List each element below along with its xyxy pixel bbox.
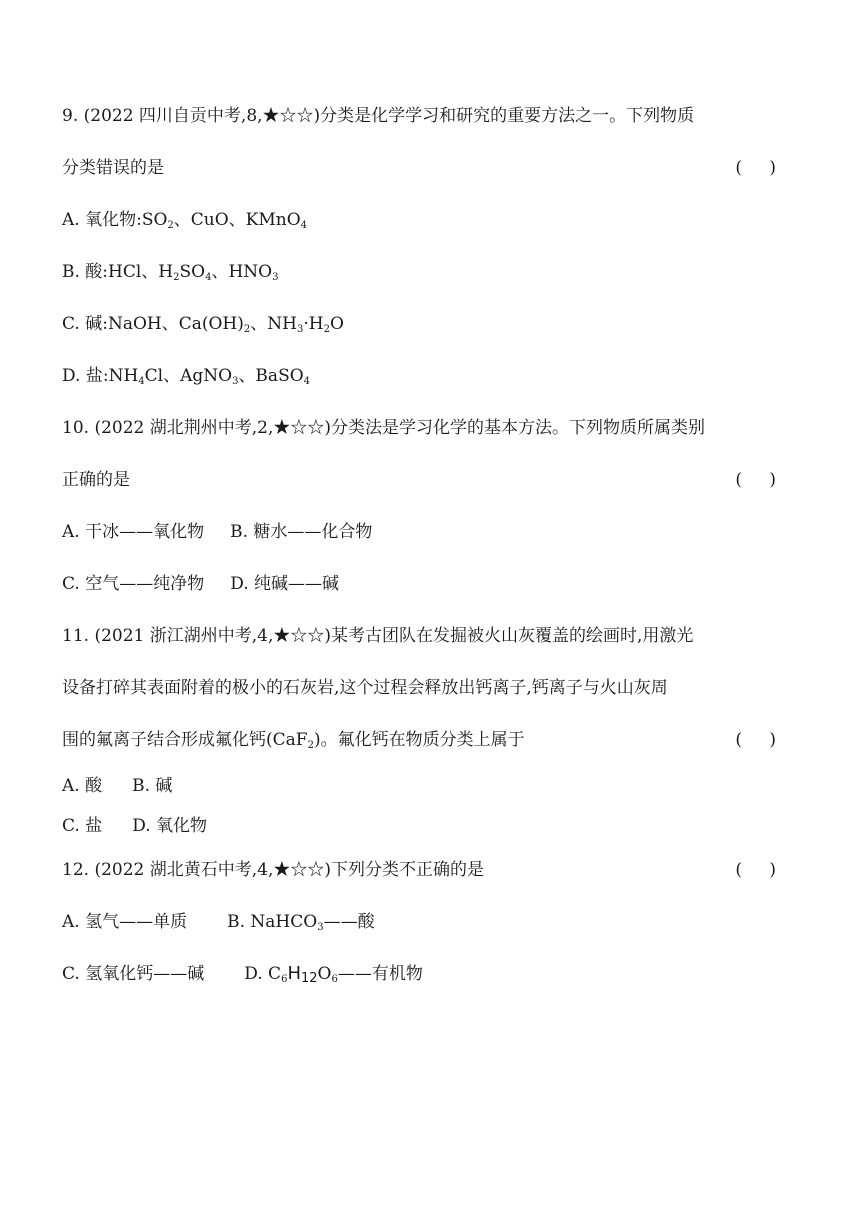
- q11-option-d: D. 氧化物: [132, 816, 208, 836]
- q10-stem-line1: 10. (2022 湖北荆州中考,2,★☆☆)分类法是学习化学的基本方法。下列物质所属类别: [62, 418, 705, 438]
- q9-option-c: C. 碱:NaOH、$Ca(OH)_2$、$NH_3\cdot H_2O$: [62, 314, 344, 335]
- q9-option-b: B. 酸:HCl、$H_2SO_4$、$HNO_3$: [62, 262, 279, 283]
- q10-option-b: B. 糖水——化合物: [230, 522, 373, 542]
- q10-options-ab: [62, 520, 802, 544]
- q11-stem-line2: 设备打碎其表面附着的极小的石灰岩,这个过程会释放出钙离子,钙离子与火山灰周: [62, 678, 668, 698]
- q9-stem-line2: 分类错误的是: [62, 158, 164, 178]
- q12-option-b: B. NaHCO$_3$——酸: [227, 912, 375, 933]
- q10-option-c: C. 空气——纯净物: [62, 574, 205, 594]
- q12-stem-line1: 12. (2022 湖北黄石中考,4,★☆☆)下列分类不正确的是: [62, 860, 484, 880]
- q11-options-cd: [62, 814, 802, 838]
- q11-options-ab: [62, 774, 802, 798]
- q11-option-b: B. 碱: [132, 776, 173, 796]
- q11-option-c: C. 盐: [62, 816, 103, 836]
- q11-stem-line1: 11. (2021 浙江湖州中考,4,★☆☆)某考古团队在发掘被火山灰覆盖的绘画时,用激光: [62, 626, 694, 646]
- q10-option-d: D. 纯碱——碱: [230, 574, 340, 594]
- q9-answer-paren: ( ): [735, 158, 798, 178]
- q12-options-cd: [62, 962, 802, 986]
- q10-option-a: A. 干冰——氧化物: [62, 522, 205, 542]
- q11-answer-paren: ( ): [735, 730, 798, 750]
- q11-option-a: A. 酸: [62, 776, 103, 796]
- q12-option-c: C. 氢氧化钙——碱: [62, 964, 205, 984]
- q9-option-d: D. 盐$:NH_4Cl$、AgNO$_3$、BaSO$_4$: [62, 366, 311, 387]
- q12-answer-paren: ( ): [735, 860, 798, 880]
- q11-stem-line3: 围的氟离子结合形成氟化钙(CaF$_2$)。氟化钙在物质分类上属于: [62, 730, 525, 751]
- q9-stem-line1: 9. (2022 四川自贡中考,8,★☆☆)分类是化学学习和研究的重要方法之一。下列物质: [62, 106, 695, 126]
- q12-options-ab: [62, 910, 802, 934]
- q10-answer-paren: ( ): [735, 470, 798, 490]
- q12-option-d: D. $C_6H_{12}O_6——$有机物: [244, 963, 423, 986]
- q9-option-a: A. 氧化物$:SO_2$、CuO、KMnO$_4$: [62, 210, 308, 231]
- q12-option-a: A. 氢气——单质: [62, 912, 188, 932]
- q10-options-cd: [62, 572, 802, 596]
- q10-stem-line2: 正确的是: [62, 470, 130, 490]
